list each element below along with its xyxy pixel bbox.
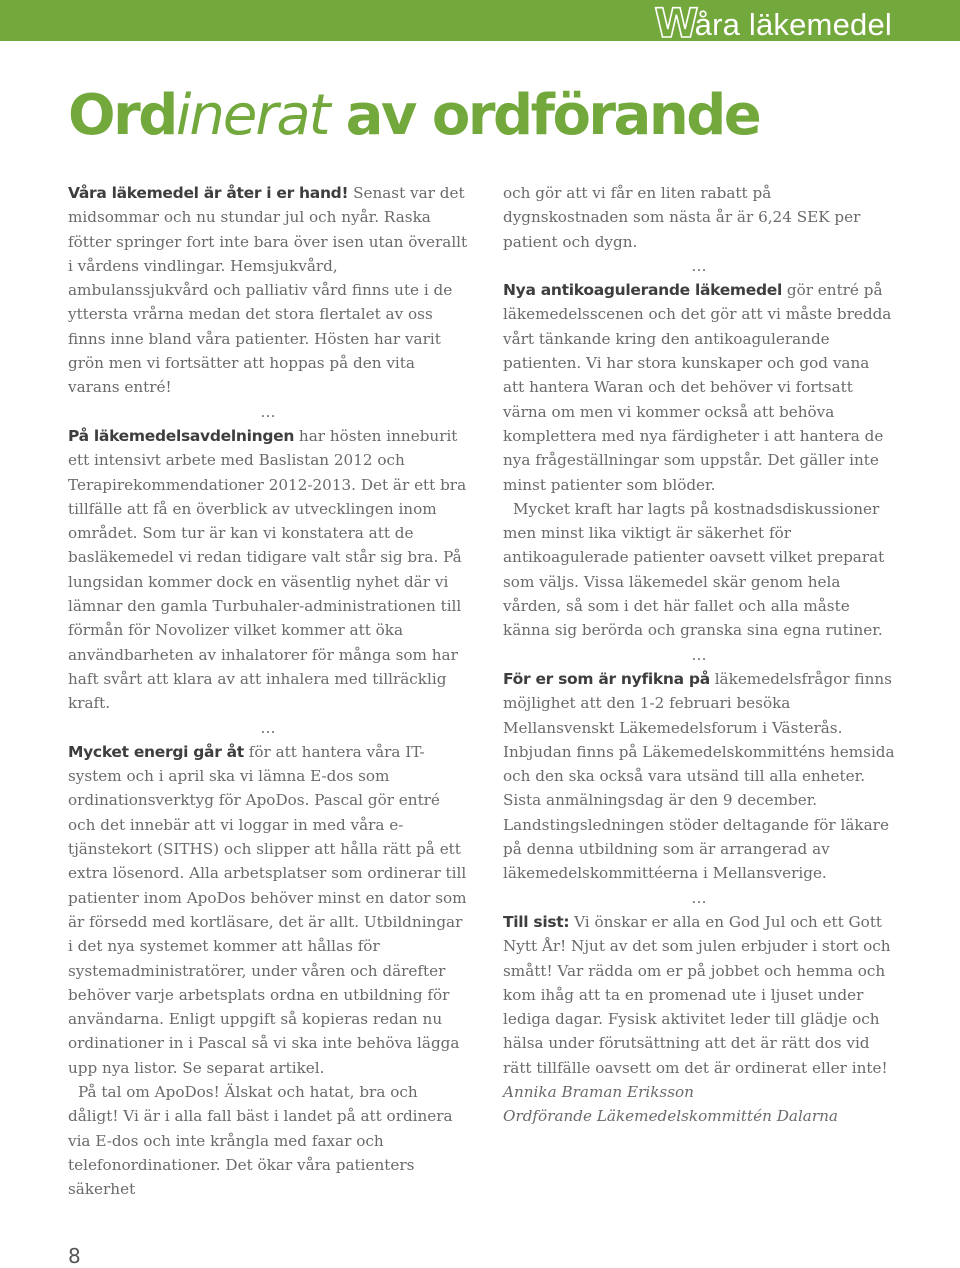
section-energi xyxy=(68,740,468,1080)
section-intro xyxy=(68,181,468,400)
separator: … xyxy=(260,402,276,421)
title-part-2: inerat xyxy=(175,83,329,148)
section-lead: På läkemedelsavdelningen xyxy=(68,426,295,445)
left-column xyxy=(68,181,468,1201)
page-number: 8 xyxy=(68,1244,81,1268)
section-body: läkemedelsfrågor finns möjlighet att den 1-2 februari besöka Mellansvenskt Läkemedelsforum i Västerås. Inbjudan finns på Läkemedelskommitténs hemsida och den ska också vara utsänd till alla enheter. Sista anmälningsdag är den 9 december. Landstingsledningen stöder deltagande för läkare på denna utbildning som är arrangerad av läkemedelskommittéerna i Mellansverige. xyxy=(503,669,895,883)
section-antikoagulerande xyxy=(503,278,895,497)
section-apodos-paragraph: På tal om ApoDos! Älskat och hatat, bra och dåligt! Vi är i alla fall bäst i landet på att ordinera via E-dos och inte krångla med faxar och telefonordinationer. Det ökar våra patienters säkerhet xyxy=(68,1082,453,1199)
section-lead: För er som är nyfikna på xyxy=(503,669,710,688)
title-part-3: av ordförande xyxy=(328,83,760,148)
title-part-1: Ord xyxy=(68,83,176,148)
section-body: Vi önskar er alla en God Jul och ett Gott Nytt År! Njut av det som julen erbjuder i stort och smått! Var rädda om er på jobbet och hemma och kom ihåg att ta en promenad ute i ljuset under lediga dagar. Fysisk aktivitet leder till glädje och hälsa under förutsättning att det är rätt dos vid rätt tillfälle oavsett om det är ordinerat eller inte! xyxy=(503,912,891,1077)
signature-name: Annika Braman Eriksson xyxy=(503,1082,694,1101)
section-lead: Nya antikoagulerande läkemedel xyxy=(503,281,783,300)
brand-initial: W xyxy=(654,1,699,47)
section-body: har hösten inneburit ett intensivt arbete med Baslistan 2012 och Terapirekommendationer 2012-2013. Det är ett bra tillfälle att få en överblick av utvecklingen inom området. Som tur är kan vi konstatera att de basläkemedel vi redan tidigare valt står sig bra. På lungsidan kommer dock en väsentlig nyhet där vi lämnar den gamla Turbuhaler-administrationen till förmån för Novolizer vilket kommer att öka användbarheten av inhalatorer för många som har haft svårt att klara av att inhalera med tillräcklig kraft. xyxy=(68,426,467,713)
section-kostnad-paragraph: Mycket kraft har lagts på kostnadsdiskussioner men minst lika viktigt är säkerhet för antikoagulerade patienter oavsett vilket preparat som väljs. Vissa läkemedel skär genom hela vården, så som i det här fallet och alla måste känna sig berörda och granska sina egna rutiner. xyxy=(503,499,885,640)
section-intro-body: Senast var det midsommar och nu stundar jul och nyår. Raska fötter springer fort inte bara över isen utan överallt i vårdens vindlingar. Hemsjukvård, ambulanssjukvård och palliativ vård finns ute i de yttersta vrårna medan det stora flertalet av oss finns inne bland våra patienter. Hösten har varit grön men vi fortsätter att hoppas på den vita varans entré! xyxy=(68,184,468,397)
section-till-sist xyxy=(503,910,895,1080)
right-column xyxy=(503,181,895,1129)
section-nyfikna xyxy=(503,667,895,886)
separator: … xyxy=(691,645,707,664)
magazine-brand xyxy=(654,0,892,47)
brand-name: åra läkemedel xyxy=(694,7,892,42)
section-lead: Till sist: xyxy=(503,912,570,931)
separator: … xyxy=(260,718,276,737)
continued-paragraph: och gör att vi får en liten rabatt på dygnskostnaden som nästa år är 6,24 SEK per patient och dygn. xyxy=(503,184,861,251)
section-intro-lead: Våra läkemedel är åter i er hand! xyxy=(68,184,349,202)
section-lakemedelsavdelningen xyxy=(68,424,468,716)
signature-title: Ordförande Läkemedelskommittén Dalarna xyxy=(503,1107,838,1126)
header-bar xyxy=(0,0,960,47)
section-body: gör entré på läkemedelsscenen och det gör att vi måste bredda vårt tänkande kring den antikoagulerande patienten. Vi har stora kunskaper och god vana att hantera Waran och det behöver vi fortsatt värna om men vi kommer också att behöva komplettera med nya färdigheter i att hantera de nya frågeställningar som uppstår. Det gäller inte minst patienter som blöder. xyxy=(503,281,892,494)
page-title xyxy=(68,80,759,152)
separator: … xyxy=(691,888,707,907)
section-lead: Mycket energi går åt xyxy=(68,742,244,761)
separator: … xyxy=(691,256,707,275)
section-body: för att hantera våra IT-system och i april ska vi lämna E-dos som ordinationsverktyg för ApoDos. Pascal gör entré och det innebär att vi loggar in med våra e-tjänstekort (SITHS) och slipper att hålla rätt på ett extra lösenord. Alla arbetsplatser som ordinerar till patienter inom ApoDos behöver minst en dator som är försedd med kortläsare, det är allt. Utbildningar i det nya systemet kommer att hållas för systemadministratörer, under våren och därefter behöver varje arbetsplats ordna en utbildning för användarna. Enligt uppgift så kopieras redan nu ordinationer in i Pascal så vi ska inte behöva lägga upp nya listor. Se separat artikel. xyxy=(68,742,467,1077)
